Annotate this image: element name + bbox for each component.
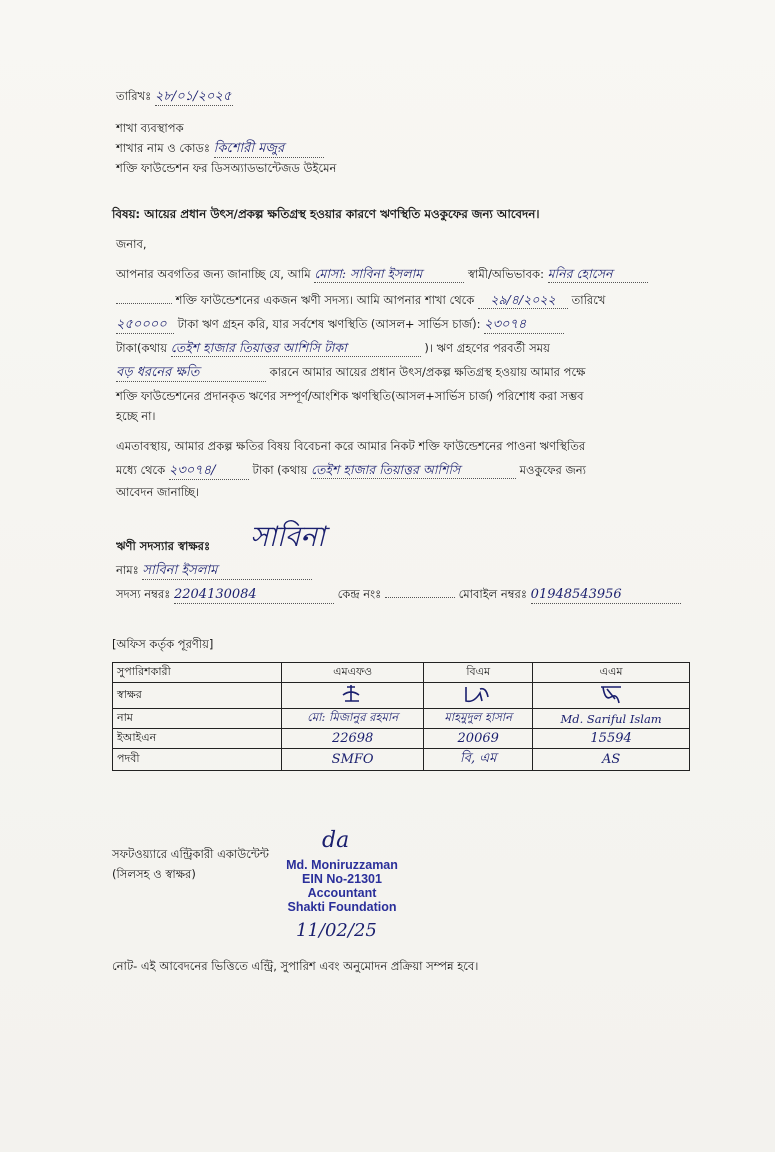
- table-cell: AS: [533, 749, 690, 771]
- date-value: ২৮/০১/২০২৫: [154, 89, 232, 104]
- table-header-row: [113, 663, 690, 683]
- blank-field: [116, 303, 172, 304]
- member-number-line: [116, 586, 681, 604]
- mobile-value: 01948543956: [531, 587, 681, 604]
- signature-cell: [282, 683, 424, 709]
- stamp-title: Accountant: [307, 886, 377, 900]
- waiver-amount: ২৩০৭৪/: [169, 463, 249, 480]
- para1-line5: [116, 364, 585, 382]
- table-cell: মাহমুদুল হাসান: [424, 709, 533, 729]
- accountant-stamp: [262, 858, 422, 914]
- table-cell: SMFO: [282, 749, 424, 771]
- stamp-organization: Shakti Foundation: [287, 900, 397, 914]
- mobile-label: মোবাইল নম্বরঃ: [458, 587, 528, 601]
- table-row: [113, 729, 690, 749]
- stamp-name: Md. Moniruzzaman: [286, 858, 398, 872]
- signature-cell: [533, 683, 690, 709]
- para1-line6: শক্তি ফাউন্ডেশনের প্রদানকৃত ঋণের সম্পূর্ণ/আংশিক ঋণস্থিতি(আসল+সার্ভিস চার্জ) পরিশোধ করা সম্ভব: [116, 389, 584, 403]
- para2-line1: এমতাবস্থায়, আমার প্রকল্প ক্ষতির বিষয় বিবেচনা করে আমার নিকট শক্তি ফাউন্ডেশনের পাওনা ঋণস্থিতির: [116, 439, 586, 453]
- para1-text: টাকা ঋণ গ্রহন করি, যার সর্বশেষ ঋণস্থিতি (আসল+ সার্ভিস চার্জ):: [177, 317, 481, 331]
- para1-line4: [116, 340, 550, 357]
- table-cell: মো: মিজানুর রহমান: [282, 709, 424, 729]
- para1-text: আপনার অবগতির জন্য জানাচ্ছি যে, আমি: [116, 267, 311, 281]
- loan-amount: ২৫০০০০: [116, 317, 174, 334]
- guardian-name: মনির হোসেন: [548, 266, 648, 283]
- para2-line2: [116, 462, 586, 480]
- date-label: তারিখঃ: [116, 89, 152, 103]
- branch-line: [116, 140, 324, 158]
- guardian-label: স্বামী/অভিভাবক:: [468, 267, 544, 281]
- addressee-title: শাখা ব্যবস্থাপক: [116, 121, 184, 135]
- table-cell: 22698: [282, 729, 424, 749]
- member-number-value: 2204130084: [174, 587, 334, 604]
- recommendation-table: [112, 662, 690, 771]
- member-signature: সাবিনা: [250, 520, 326, 553]
- para1-text: তারিখে: [571, 293, 606, 307]
- para2-text: টাকা (কথায়: [252, 463, 308, 477]
- loan-balance: ২৩০৭৪: [484, 317, 564, 334]
- table-cell: বি, এম: [424, 749, 533, 771]
- accountant-initials: da: [322, 828, 350, 853]
- branch-label: শাখার নাম ও কোডঃ: [116, 141, 211, 155]
- bm-signature-scribble: [458, 683, 498, 705]
- para1-line2: [116, 292, 605, 309]
- stamp-ein: EIN No-21301: [302, 872, 382, 886]
- row-label: নাম: [113, 709, 282, 729]
- center-number-value: [385, 597, 455, 598]
- loss-reason: বড় ধরনের ক্ষতি: [116, 365, 266, 382]
- loan-date: ২৯/৪/২০২২: [478, 292, 568, 309]
- table-cell: 20069: [424, 729, 533, 749]
- table-row: [113, 749, 690, 771]
- accountant-label: সফটওয়্যারে এন্ট্রিকারী একাউন্টেন্ট: [112, 847, 269, 861]
- row-label: ইআইএন: [113, 729, 282, 749]
- para1-text: শক্তি ফাউন্ডেশনের একজন ঋণী সদস্য। আমি আপনার শাখা থেকে: [175, 293, 475, 307]
- para1-line3: [116, 316, 564, 334]
- table-header-cell: সুপারিশকারী: [113, 663, 282, 683]
- table-cell: 15594: [533, 729, 690, 749]
- waiver-in-words: তেইশ হাজার তিয়াত্তর আশিসি: [311, 462, 516, 479]
- office-use-label: [অফিস কর্তৃক পূরণীয়]: [112, 637, 214, 651]
- organization-name: শক্তি ফাউন্ডেশন ফর ডিসঅ্যাডভান্টেজড উইমেন: [116, 161, 337, 175]
- para1-text: কারনে আমার আয়ের প্রধান উৎস/প্রকল্প ক্ষতিগ্রস্থ হওয়ায় আমার পক্ষে: [269, 365, 586, 379]
- salutation: জনাব,: [116, 237, 147, 251]
- am-signature-scribble: [591, 683, 631, 705]
- para1-text: )। ঋণ গ্রহণের পরবর্তী সময়: [424, 341, 550, 355]
- row-label: স্বাক্ষর: [113, 683, 282, 709]
- branch-value: কিশোরী মজুর: [214, 141, 324, 158]
- para1-text: টাকা(কথায়: [116, 341, 168, 355]
- para2-text: মধ্যে থেকে: [116, 463, 166, 477]
- member-signature-label: ঋণী সদস্যার স্বাক্ষরঃ: [116, 539, 211, 553]
- accountant-seal-note: (সিলসহ ও স্বাক্ষর): [112, 867, 196, 881]
- para1-line7: হচ্ছে না।: [116, 409, 156, 423]
- para2-text: মওকুফের জন্য: [519, 463, 586, 477]
- accountant-date: 11/02/25: [296, 920, 377, 941]
- member-name-value: সাবিনা ইসলাম: [142, 563, 312, 580]
- member-name-label: নামঃ: [116, 563, 139, 577]
- table-row: [113, 683, 690, 709]
- member-number-label: সদস্য নম্বরঃ: [116, 587, 171, 601]
- center-number-label: কেন্দ্র নংঃ: [337, 587, 382, 601]
- member-name-line: [116, 562, 312, 580]
- para1-line1: [116, 266, 648, 283]
- mfo-signature-scribble: [333, 683, 373, 705]
- para2-line3: আবেদন জানাচ্ছি।: [116, 485, 200, 499]
- footer-note: নোট- এই আবেদনের ভিত্তিতে এন্ট্রি, সুপারিশ এবং অনুমোদন প্রক্রিয়া সম্পন্ন হবে।: [112, 959, 479, 973]
- applicant-name: মোসা: সাবিনা ইসলাম: [314, 266, 464, 283]
- balance-in-words: তেইশ হাজার তিয়াত্তর আশিসি টাকা: [171, 340, 421, 357]
- date-line: [116, 88, 233, 106]
- table-cell: Md. Sariful Islam: [533, 709, 690, 729]
- table-header-cell: বিএম: [424, 663, 533, 683]
- table-header-cell: এমএফও: [282, 663, 424, 683]
- subject-line: বিষয়: আয়ের প্রধান উৎস/প্রকল্প ক্ষতিগ্রস্থ হওয়ার কারণে ঋণস্থিতি মওকুফের জন্য আবেদন।: [112, 207, 540, 221]
- row-label: পদবী: [113, 749, 282, 771]
- table-header-cell: এএম: [533, 663, 690, 683]
- table-row: [113, 709, 690, 729]
- signature-cell: [424, 683, 533, 709]
